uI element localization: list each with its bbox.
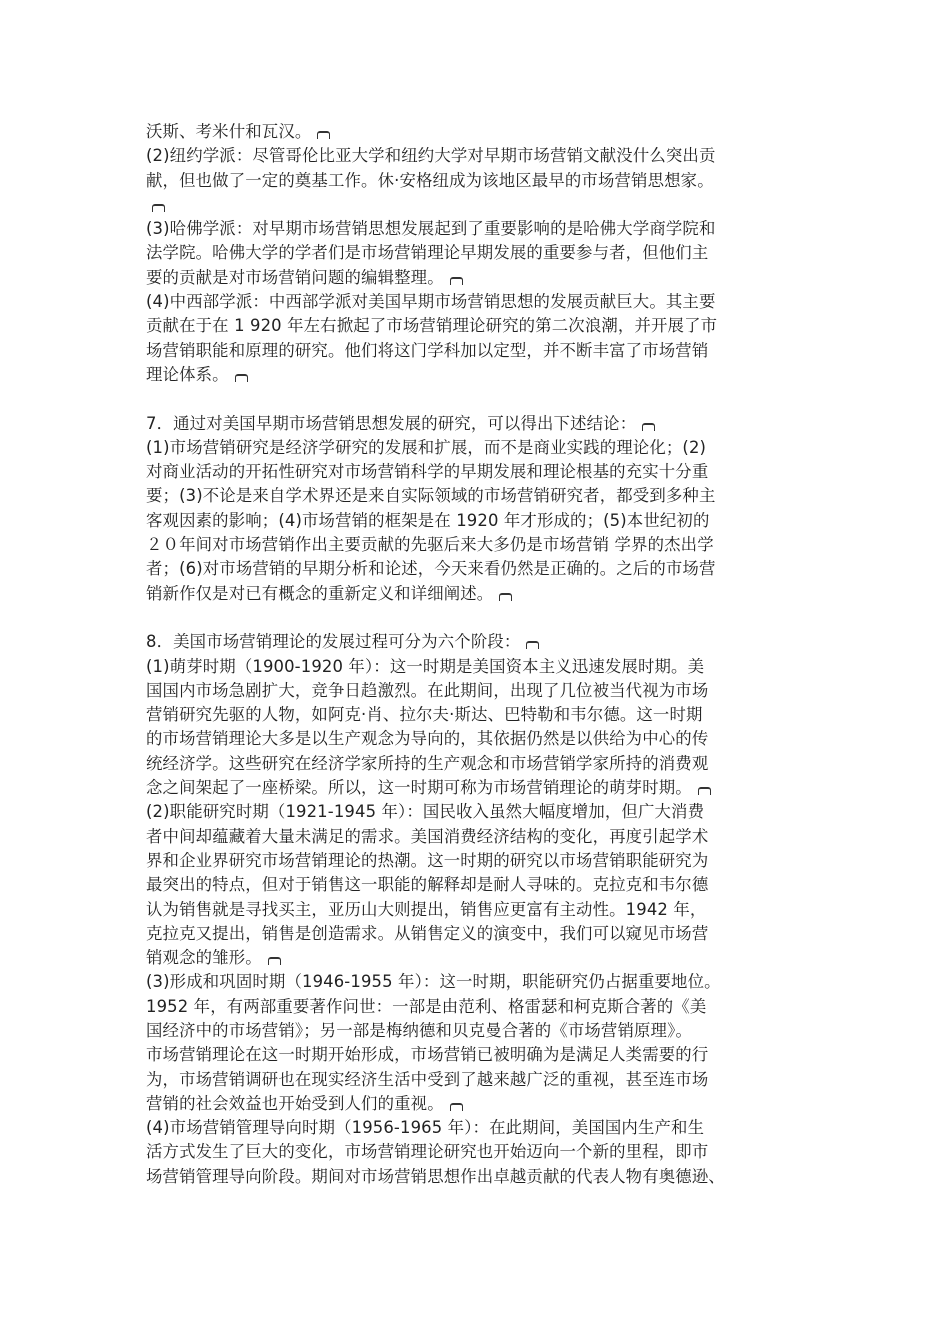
text-line-content: 法学院。哈佛大学的学者们是市场营销理论早期发展的重要参与者，但他们主 — [146, 243, 709, 263]
text-line-content: 念之间架起了一座桥梁。所以，这一时期可称为市场营销理论的萌芽时期。 — [146, 778, 692, 798]
text-line — [146, 436, 812, 460]
text-line-content: 8．美国市场营销理论的发展过程可分为六个阶段： — [146, 632, 521, 652]
text-line-content: 场营销职能和原理的研究。他们将这门学科加以定型，并不断丰富了市场营销 — [146, 340, 709, 360]
paragraph-mark-icon — [526, 641, 539, 649]
text-line — [146, 533, 812, 557]
text-line — [146, 679, 812, 703]
text-line-content: 销观念的雏形。 — [146, 948, 262, 968]
text-line — [146, 655, 812, 679]
text-line — [146, 266, 812, 290]
text-line — [146, 582, 812, 606]
text-line — [146, 630, 812, 654]
text-line — [146, 1092, 812, 1116]
text-line — [146, 241, 812, 265]
text-line-content: (4)市场营销管理导向时期（1956-1965 年）：在此期间，美国国内生产和生 — [146, 1118, 705, 1138]
text-line — [146, 509, 812, 533]
document-page — [146, 120, 812, 1189]
paragraph-gap — [146, 387, 812, 411]
text-line-content: 7．通过对美国早期市场营销思想发展的研究，可以得出下述结论： — [146, 413, 637, 433]
paragraph-mark-icon — [642, 423, 655, 431]
text-line — [146, 339, 812, 363]
text-line — [146, 484, 812, 508]
text-line — [146, 169, 812, 193]
text-line — [146, 460, 812, 484]
text-line — [146, 120, 812, 144]
text-line-content: 者中间却蕴藏着大量未满足的需求。美国消费经济结构的变化，再度引起学术 — [146, 826, 709, 846]
text-line-content: 场营销管理导向阶段。期间对市场营销思想作出卓越贡献的代表人物有奥德逊、 — [146, 1166, 725, 1186]
paragraph-mark-icon — [450, 1103, 463, 1111]
text-line-content: (2)纽约学派：尽管哥伦比亚大学和纽约大学对早期市场营销文献没什么突出贡 — [146, 146, 716, 166]
text-line — [146, 217, 812, 241]
text-line — [146, 193, 812, 217]
text-line — [146, 314, 812, 338]
text-line-content: 要；(3)不论是来自学术界还是来自实际领域的市场营销研究者，都受到多种主 — [146, 486, 716, 506]
text-line-content: 为，市场营销调研也在现实经济生活中受到了越来越广泛的重视，甚至连市场 — [146, 1069, 709, 1089]
text-line — [146, 970, 812, 994]
text-line-content: (1)萌芽时期（1900-1920 年）：这一时期是美国资本主义迅速发展时期。美 — [146, 656, 705, 676]
text-line — [146, 946, 812, 970]
text-line — [146, 898, 812, 922]
text-line — [146, 290, 812, 314]
text-line-content: 客观因素的影响；(4)市场营销的框架是在 1920 年才形成的；(5)本世纪初的 — [146, 510, 710, 530]
paragraph-mark-icon — [235, 374, 248, 382]
text-line-content: 的市场营销理论大多是以生产观念为导向的，其依据仍然是以供给为中心的传 — [146, 729, 709, 749]
text-line-content: 营销的社会效益也开始受到人们的重视。 — [146, 1093, 444, 1113]
text-line — [146, 144, 812, 168]
text-line — [146, 1068, 812, 1092]
text-line — [146, 800, 812, 824]
text-line-content: 献，但也做了一定的奠基工作。休·安格纽成为该地区最早的市场营销思想家。 — [146, 170, 714, 190]
text-line-content: 最突出的特点，但对于销售这一职能的解释却是耐人寻味的。克拉克和韦尔德 — [146, 875, 709, 895]
text-line-content: 理论体系。 — [146, 364, 229, 384]
text-line-content: 销新作仅是对已有概念的重新定义和详细阐述。 — [146, 583, 494, 603]
text-line — [146, 1140, 812, 1164]
text-line — [146, 727, 812, 751]
text-line — [146, 1116, 812, 1140]
text-line-content: 沃斯、考米什和瓦汉。 — [146, 122, 312, 141]
text-line-content: 界和企业界研究市场营销理论的热潮。这一时期的研究以市场营销职能研究为 — [146, 850, 709, 870]
text-line-content: (3)形成和巩固时期（1946-1955 年）：这一时期，职能研究仍占据重要地位。 — [146, 972, 721, 992]
text-line-content: 统经济学。这些研究在经济学家所持的生产观念和市场营销学家所持的消费观 — [146, 753, 709, 773]
text-line-content: 市场营销理论在这一时期开始形成，市场营销已被明确为是满足人类需要的行 — [146, 1045, 709, 1065]
text-line-content: 1952 年，有两部重要著作问世：一部是由范利、格雷瑟和柯克斯合著的《美 — [146, 996, 707, 1016]
text-line — [146, 412, 812, 436]
text-line-content: 贡献在于在 1 920 年左右掀起了市场营销理论研究的第二次浪潮，并开展了市 — [146, 316, 718, 336]
text-line-content: 要的贡献是对市场营销问题的编辑整理。 — [146, 267, 444, 287]
text-line — [146, 1043, 812, 1067]
paragraph-mark-icon — [499, 593, 512, 601]
text-line-content: 国经济中的市场营销》；另一部是梅纳德和贝克曼合著的《市场营销原理》。 — [146, 1020, 692, 1040]
paragraph-gap — [146, 606, 812, 630]
text-line — [146, 752, 812, 776]
text-line — [146, 703, 812, 727]
text-line-content: 国国内市场急剧扩大，竞争日趋激烈。在此期间，出现了几位被当代视为市场 — [146, 680, 709, 700]
paragraph-mark-icon — [698, 787, 711, 795]
text-line-content: 克拉克又提出，销售是创造需求。从销售定义的演变中，我们可以窥见市场营 — [146, 923, 709, 943]
text-line — [146, 922, 812, 946]
text-line — [146, 1165, 812, 1189]
text-line-content: 认为销售就是寻找买主，亚历山大则提出，销售应更富有主动性。1942 年， — [146, 899, 707, 919]
text-line — [146, 995, 812, 1019]
text-line-content: (1)市场营销研究是经济学研究的发展和扩展，而不是商业实践的理论化；(2) — [146, 437, 707, 457]
paragraph-mark-icon — [268, 957, 281, 965]
text-line — [146, 776, 812, 800]
text-line-content: 者；(6)对市场营销的早期分析和论述，今天来看仍然是正确的。之后的市场营 — [146, 559, 716, 579]
text-line-content: (2)职能研究时期（1921-1945 年）：国民收入虽然大幅度增加，但广大消费 — [146, 802, 705, 822]
text-line — [146, 873, 812, 897]
text-line-content: 对商业活动的开拓性研究对市场营销科学的早期发展和理论根基的充实十分重 — [146, 462, 709, 482]
text-line-content: (4)中西部学派：中西部学派对美国早期市场营销思想的发展贡献巨大。其主要 — [146, 292, 716, 312]
text-line-content: 活方式发生了巨大的变化，市场营销理论研究也开始迈向一个新的里程，即市 — [146, 1142, 709, 1162]
text-line — [146, 825, 812, 849]
text-line-content: (3)哈佛学派：对早期市场营销思想发展起到了重要影响的是哈佛大学商学院和 — [146, 219, 716, 239]
text-line — [146, 557, 812, 581]
text-line-content: 营销研究先驱的人物，如阿克·肖、拉尔夫·斯达、巴特勒和韦尔德。这一时期 — [146, 705, 703, 725]
text-line-content: ２０年间对市场营销作出主要贡献的先驱后来大多仍是市场营销 学界的杰出学 — [146, 535, 714, 555]
paragraph-mark-icon — [450, 277, 463, 285]
text-line — [146, 849, 812, 873]
paragraph-mark-icon — [317, 131, 330, 139]
text-line — [146, 363, 812, 387]
paragraph-mark-icon — [152, 204, 165, 212]
text-line — [146, 1019, 812, 1043]
